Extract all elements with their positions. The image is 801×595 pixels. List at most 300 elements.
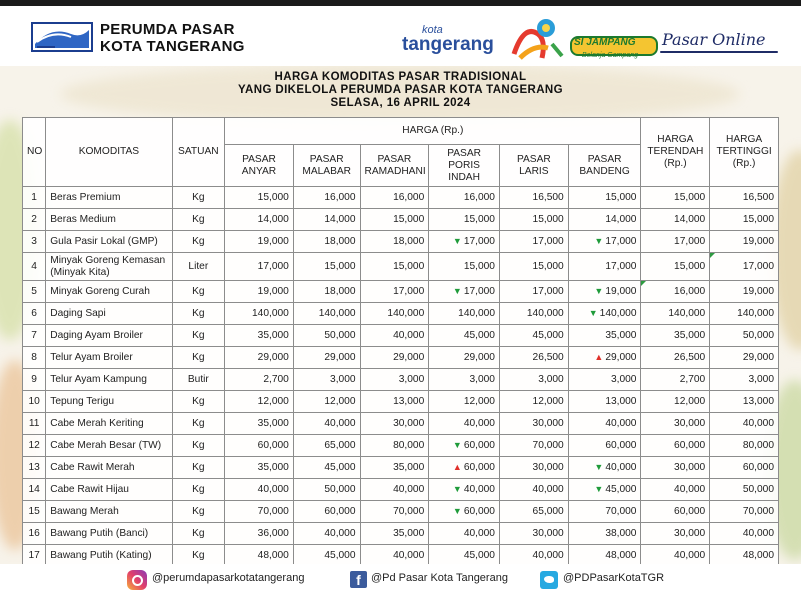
price-up-icon: ▲	[594, 352, 604, 362]
unit-value: Kg	[192, 352, 205, 363]
price-cell	[429, 303, 500, 325]
price-cell-value: 48,000	[605, 550, 637, 561]
price-cell-value: 140,000	[599, 308, 637, 319]
price-cell-value: 140,000	[318, 308, 356, 319]
price-cell-value: 80,000	[393, 440, 425, 451]
price-cell	[225, 253, 294, 281]
price-cell	[225, 413, 294, 435]
table-row	[23, 457, 779, 479]
price-cell-value: 13,000	[393, 396, 425, 407]
unit-value: Liter	[188, 261, 209, 272]
unit	[172, 369, 225, 391]
price-cell-value: 140,000	[387, 308, 425, 319]
price-cell-value: 17,000	[463, 236, 495, 247]
commodity-name-value: Beras Premium	[50, 192, 121, 203]
price-cell-value: 40,000	[532, 484, 564, 495]
unit	[172, 231, 225, 253]
commodity-name-value: Minyak Goreng Curah	[50, 286, 150, 297]
org-name-line1: PERUMDA PASAR	[100, 21, 235, 38]
price-cell	[499, 479, 568, 501]
price-cell	[293, 369, 360, 391]
price-cell	[429, 413, 500, 435]
highest-price-value: 19,000	[742, 236, 774, 247]
lowest-price-value: 16,000	[674, 286, 706, 297]
lowest-price	[641, 479, 710, 501]
unit	[172, 479, 225, 501]
lowest-price	[641, 303, 710, 325]
price-cell	[225, 391, 294, 413]
lowest-price	[641, 501, 710, 523]
price-cell	[429, 209, 500, 231]
lowest-price-value: 40,000	[674, 484, 706, 495]
price-cell	[499, 391, 568, 413]
commodity-name-value: Beras Medium	[50, 214, 116, 225]
lowest-price-value: 30,000	[674, 462, 706, 473]
unit	[172, 187, 225, 209]
price-cell	[568, 325, 641, 347]
commodity-name	[46, 391, 172, 413]
price-cell-value: 65,000	[532, 506, 564, 517]
unit-value: Kg	[192, 462, 205, 473]
price-cell-value: 17,000	[605, 236, 637, 247]
lowest-price-value: 15,000	[674, 192, 706, 203]
price-cell-value: 15,000	[532, 261, 564, 272]
price-cell-value: 2,700	[263, 374, 289, 385]
price-cell-value: 70,000	[532, 440, 564, 451]
commodity-name-value: Cabe Rawit Merah	[50, 462, 135, 473]
price-cell-value: 35,000	[393, 462, 425, 473]
price-cell	[429, 231, 500, 253]
price-cell-value: 35,000	[605, 330, 637, 341]
price-up-icon: ▲	[452, 462, 462, 472]
price-cell	[499, 501, 568, 523]
price-cell-value: 14,000	[324, 214, 356, 225]
price-cell-value: 12,000	[463, 396, 495, 407]
price-cell	[225, 187, 294, 209]
price-cell	[499, 347, 568, 369]
price-cell-value: 16,000	[324, 192, 356, 203]
price-cell	[429, 479, 500, 501]
row-number	[23, 391, 46, 413]
commodity-name-value: Cabe Rawit Hijau	[50, 484, 129, 495]
price-cell	[568, 457, 641, 479]
price-cell	[429, 369, 500, 391]
commodity-name-value: Bawang Putih (Banci)	[50, 528, 149, 539]
table-row	[23, 435, 779, 457]
commodity-name-value: Bawang Merah	[50, 506, 119, 517]
commodity-name-value: Daging Sapi	[50, 308, 106, 319]
price-cell-value: 45,000	[463, 330, 495, 341]
price-cell-value: 48,000	[257, 550, 289, 561]
commodity-name-value: Daging Ayam Broiler	[50, 330, 143, 341]
price-cell	[429, 253, 500, 281]
price-cell-value: 40,000	[393, 330, 425, 341]
unit-value: Kg	[192, 528, 205, 539]
price-cell-value: 12,000	[257, 396, 289, 407]
price-cell-value: 3,000	[538, 374, 564, 385]
price-cell	[429, 187, 500, 209]
lowest-price-value: 17,000	[674, 236, 706, 247]
header-market: PASAR LARIS	[499, 145, 568, 187]
price-down-icon: ▼	[452, 506, 462, 516]
price-cell	[568, 413, 641, 435]
price-cell	[568, 479, 641, 501]
price-cell-value: 45,000	[532, 330, 564, 341]
row-number-value: 16	[28, 528, 40, 539]
highest-price-value: 40,000	[742, 418, 774, 429]
commodity-name	[46, 501, 172, 523]
price-cell	[360, 281, 429, 303]
lowest-price-value: 40,000	[674, 550, 706, 561]
price-cell	[293, 209, 360, 231]
commodity-name	[46, 281, 172, 303]
price-cell-value: 30,000	[393, 418, 425, 429]
row-number	[23, 479, 46, 501]
row-number-value: 2	[31, 214, 37, 225]
highest-price	[710, 325, 779, 347]
price-cell-value: 17,000	[532, 286, 564, 297]
price-cell-value: 17,000	[532, 236, 564, 247]
price-down-icon: ▼	[452, 286, 462, 296]
highest-price-value: 13,000	[742, 396, 774, 407]
price-cell	[360, 231, 429, 253]
unit	[172, 325, 225, 347]
price-cell	[293, 347, 360, 369]
header	[0, 6, 801, 66]
row-number-value: 8	[31, 352, 37, 363]
price-cell-value: 16,000	[463, 192, 495, 203]
price-cell	[293, 231, 360, 253]
price-cell-value: 29,000	[463, 352, 495, 363]
lowest-price	[641, 369, 710, 391]
highest-price	[710, 231, 779, 253]
table-row	[23, 209, 779, 231]
commodity-name	[46, 303, 172, 325]
price-cell-value: 38,000	[605, 528, 637, 539]
price-cell-value: 140,000	[458, 308, 495, 319]
unit	[172, 209, 225, 231]
jampang-sub-text: Belanja Gampang	[582, 52, 639, 59]
highest-price	[710, 369, 779, 391]
highest-price	[710, 391, 779, 413]
price-cell	[360, 369, 429, 391]
lowest-price	[641, 523, 710, 545]
kota-tangerang-logo	[402, 24, 502, 58]
price-cell	[225, 457, 294, 479]
row-number-value: 7	[31, 330, 37, 341]
table-row	[23, 523, 779, 545]
unit-value: Kg	[192, 236, 205, 247]
unit-value: Kg	[192, 418, 205, 429]
price-cell-value: 60,000	[463, 462, 495, 473]
twitter-handle[interactable]: @PDPasarKotaTGR	[563, 572, 665, 584]
highest-price-value: 40,000	[742, 528, 774, 539]
lowest-price	[641, 187, 710, 209]
price-cell-value: 45,000	[463, 550, 495, 561]
price-cell	[499, 413, 568, 435]
row-number-value: 11	[28, 418, 40, 429]
lowest-price	[641, 253, 710, 281]
unit	[172, 391, 225, 413]
instagram-icon	[127, 570, 147, 590]
price-cell	[225, 523, 294, 545]
price-cell-value: 29,000	[393, 352, 425, 363]
price-table	[22, 117, 779, 567]
price-cell-value: 15,000	[324, 261, 356, 272]
price-cell-value: 60,000	[463, 506, 495, 517]
price-cell	[429, 435, 500, 457]
lowest-price	[641, 347, 710, 369]
table-row	[23, 325, 779, 347]
price-cell	[225, 209, 294, 231]
price-cell	[568, 209, 641, 231]
highest-price-value: 29,000	[742, 352, 774, 363]
unit-value: Kg	[192, 214, 205, 225]
lowest-price-value: 14,000	[674, 214, 706, 225]
price-cell-value: 19,000	[605, 286, 637, 297]
price-cell-value: 3,000	[398, 374, 425, 385]
price-cell	[499, 253, 568, 281]
highest-price-value: 16,500	[742, 192, 774, 203]
highest-price	[710, 479, 779, 501]
price-cell	[293, 391, 360, 413]
price-cell-value: 18,000	[324, 286, 356, 297]
price-cell	[293, 325, 360, 347]
lowest-price	[641, 457, 710, 479]
price-cell	[360, 501, 429, 523]
row-number-value: 9	[31, 374, 37, 385]
price-cell	[568, 347, 641, 369]
lowest-price-value: 2,700	[679, 374, 706, 385]
price-cell	[293, 303, 360, 325]
footer	[0, 564, 801, 595]
title-line1: HARGA KOMODITAS PASAR TRADISIONAL	[274, 71, 527, 83]
price-cell	[360, 413, 429, 435]
price-cell-value: 40,000	[463, 484, 495, 495]
unit	[172, 253, 225, 281]
commodity-name-value: Cabe Merah Besar (TW)	[50, 440, 162, 451]
highest-price	[710, 457, 779, 479]
price-cell	[429, 523, 500, 545]
price-cell-value: 17,000	[605, 261, 637, 272]
commodity-name-value: Bawang Putih (Kating)	[50, 550, 152, 561]
facebook-handle[interactable]: @Pd Pasar Kota Tangerang	[371, 572, 508, 584]
price-cell-value: 40,000	[605, 462, 637, 473]
row-number	[23, 369, 46, 391]
row-number	[23, 457, 46, 479]
commodity-name	[46, 253, 172, 281]
row-number-value: 10	[28, 396, 40, 407]
price-down-icon: ▼	[594, 286, 604, 296]
price-cell-value: 36,000	[257, 528, 289, 539]
commodity-name-value: Minyak Goreng Kemasan (Minyak Kita)	[50, 254, 166, 278]
table-row	[23, 231, 779, 253]
price-cell	[225, 347, 294, 369]
row-number	[23, 281, 46, 303]
price-cell-value: 45,000	[605, 484, 637, 495]
price-down-icon: ▼	[594, 236, 604, 246]
price-cell	[360, 187, 429, 209]
price-cell	[568, 523, 641, 545]
commodity-name	[46, 479, 172, 501]
unit-value: Kg	[192, 308, 205, 319]
price-cell-value: 3,000	[330, 374, 356, 385]
row-number	[23, 413, 46, 435]
row-number	[23, 435, 46, 457]
header-tertinggi: HARGA TERTINGGI (Rp.)	[710, 118, 779, 187]
price-cell	[499, 325, 568, 347]
commodity-name	[46, 523, 172, 545]
unit	[172, 413, 225, 435]
lowest-price	[641, 325, 710, 347]
price-cell	[499, 369, 568, 391]
table-row	[23, 187, 779, 209]
lowest-price	[641, 413, 710, 435]
price-cell	[429, 281, 500, 303]
lowest-price-value: 140,000	[668, 308, 706, 319]
twitter-icon	[540, 571, 558, 589]
header-market: PASAR ANYAR	[225, 145, 294, 187]
unit-value: Kg	[192, 192, 205, 203]
price-cell	[429, 501, 500, 523]
price-cell	[499, 435, 568, 457]
price-cell	[293, 523, 360, 545]
price-cell	[499, 303, 568, 325]
unit-value: Butir	[187, 374, 209, 385]
price-cell-value: 40,000	[532, 550, 564, 561]
highest-price	[710, 209, 779, 231]
price-cell-value: 29,000	[324, 352, 356, 363]
price-cell-value: 40,000	[605, 418, 637, 429]
commodity-name	[46, 369, 172, 391]
commodity-name	[46, 413, 172, 435]
perumda-logo-icon	[31, 22, 93, 52]
price-cell-value: 19,000	[257, 236, 289, 247]
unit-value: Kg	[192, 506, 205, 517]
price-cell	[568, 231, 641, 253]
price-cell	[360, 347, 429, 369]
unit	[172, 435, 225, 457]
price-cell-value: 30,000	[532, 418, 564, 429]
lowest-price-value: 60,000	[674, 506, 706, 517]
lowest-price	[641, 209, 710, 231]
row-number-value: 1	[31, 192, 37, 203]
row-number-value: 3	[31, 236, 37, 247]
commodity-name-value: Gula Pasir Lokal (GMP)	[50, 236, 158, 247]
price-cell	[499, 281, 568, 303]
price-cell	[293, 413, 360, 435]
unit-value: Kg	[192, 550, 205, 561]
price-cell-value: 15,000	[393, 261, 425, 272]
lowest-price-value: 35,000	[674, 330, 706, 341]
kota-logo-big: tangerang	[402, 34, 494, 55]
price-cell	[225, 435, 294, 457]
price-cell	[568, 281, 641, 303]
price-cell-value: 45,000	[324, 550, 356, 561]
price-cell	[568, 369, 641, 391]
price-cell-value: 65,000	[324, 440, 356, 451]
price-cell-value: 3,000	[610, 374, 637, 385]
price-cell	[360, 253, 429, 281]
price-cell	[293, 253, 360, 281]
table-row	[23, 281, 779, 303]
price-cell	[499, 187, 568, 209]
price-down-icon: ▼	[452, 484, 462, 494]
price-cell-value: 45,000	[324, 462, 356, 473]
table-row	[23, 369, 779, 391]
price-down-icon: ▼	[588, 308, 598, 318]
row-number-value: 15	[28, 506, 40, 517]
facebook-icon: f	[350, 571, 367, 588]
row-number	[23, 501, 46, 523]
price-cell-value: 35,000	[393, 528, 425, 539]
price-cell-value: 15,000	[257, 192, 289, 203]
row-number	[23, 209, 46, 231]
price-cell-value: 16,000	[393, 192, 425, 203]
row-number-value: 5	[31, 286, 37, 297]
price-cell	[568, 187, 641, 209]
price-cell-value: 30,000	[532, 528, 564, 539]
price-cell	[293, 479, 360, 501]
instagram-handle[interactable]: @perumdapasarkotatangerang	[152, 572, 305, 584]
row-number-value: 12	[28, 440, 40, 451]
highest-price	[710, 523, 779, 545]
row-number-value: 6	[31, 308, 37, 319]
price-down-icon: ▼	[452, 440, 462, 450]
price-cell-value: 15,000	[463, 261, 495, 272]
lowest-price-value: 26,500	[674, 352, 706, 363]
price-cell-value: 18,000	[324, 236, 356, 247]
highest-price	[710, 435, 779, 457]
row-number	[23, 325, 46, 347]
title-date: SELASA, 16 APRIL 2024	[330, 97, 471, 109]
unit	[172, 347, 225, 369]
price-cell-value: 12,000	[532, 396, 564, 407]
highest-price	[710, 303, 779, 325]
header-market: PASAR BANDENG	[568, 145, 641, 187]
price-cell-value: 14,000	[605, 214, 637, 225]
lowest-price	[641, 435, 710, 457]
unit-value: Kg	[192, 330, 205, 341]
price-cell	[293, 187, 360, 209]
highest-price-value: 60,000	[742, 462, 774, 473]
highest-price-value: 3,000	[748, 374, 774, 385]
highest-price-value: 70,000	[742, 506, 774, 517]
price-cell	[568, 253, 641, 281]
price-down-icon: ▼	[594, 484, 604, 494]
price-cell-value: 40,000	[393, 550, 425, 561]
header-komoditas: KOMODITAS	[46, 118, 172, 187]
price-cell	[499, 209, 568, 231]
price-cell	[293, 435, 360, 457]
row-number-value: 14	[28, 484, 40, 495]
price-cell-value: 13,000	[605, 396, 637, 407]
price-cell-value: 35,000	[257, 418, 289, 429]
mascot-icon	[508, 14, 566, 64]
unit-value: Kg	[192, 484, 205, 495]
price-cell	[360, 303, 429, 325]
price-cell-value: 19,000	[257, 286, 289, 297]
price-down-icon: ▼	[594, 462, 604, 472]
price-cell-value: 35,000	[257, 462, 289, 473]
header-satuan: SATUAN	[172, 118, 225, 187]
highest-price-value: 15,000	[742, 214, 774, 225]
commodity-name	[46, 209, 172, 231]
price-cell-value: 17,000	[257, 261, 289, 272]
commodity-name-value: Cabe Merah Keriting	[50, 418, 144, 429]
price-cell-value: 40,000	[463, 528, 495, 539]
price-cell	[429, 347, 500, 369]
